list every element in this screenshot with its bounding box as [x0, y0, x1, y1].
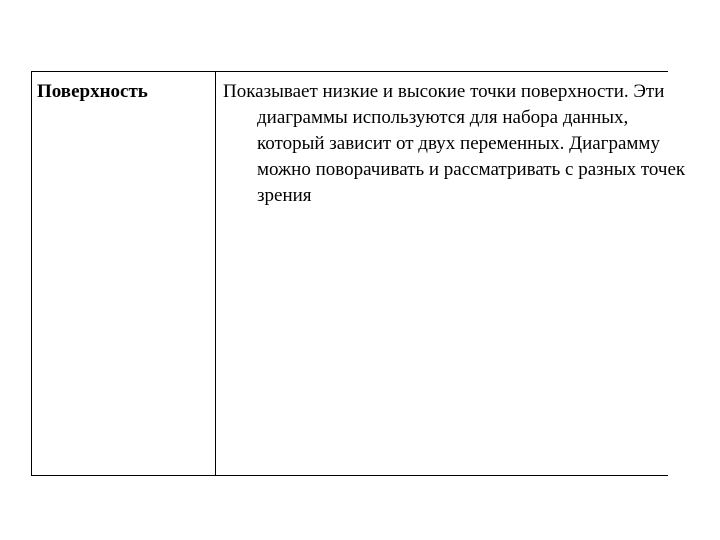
definition-table: [31, 71, 686, 476]
definition-cell: Показывает низкие и высокие точки поверхности. Эти диаграммы используются для набора данных, который зависит от двух переменных. Диаграмму можно поворачивать и рассматривать с разных точек зрения: [223, 81, 686, 206]
column-divider: [215, 72, 216, 475]
term-cell: Поверхность: [37, 81, 148, 102]
